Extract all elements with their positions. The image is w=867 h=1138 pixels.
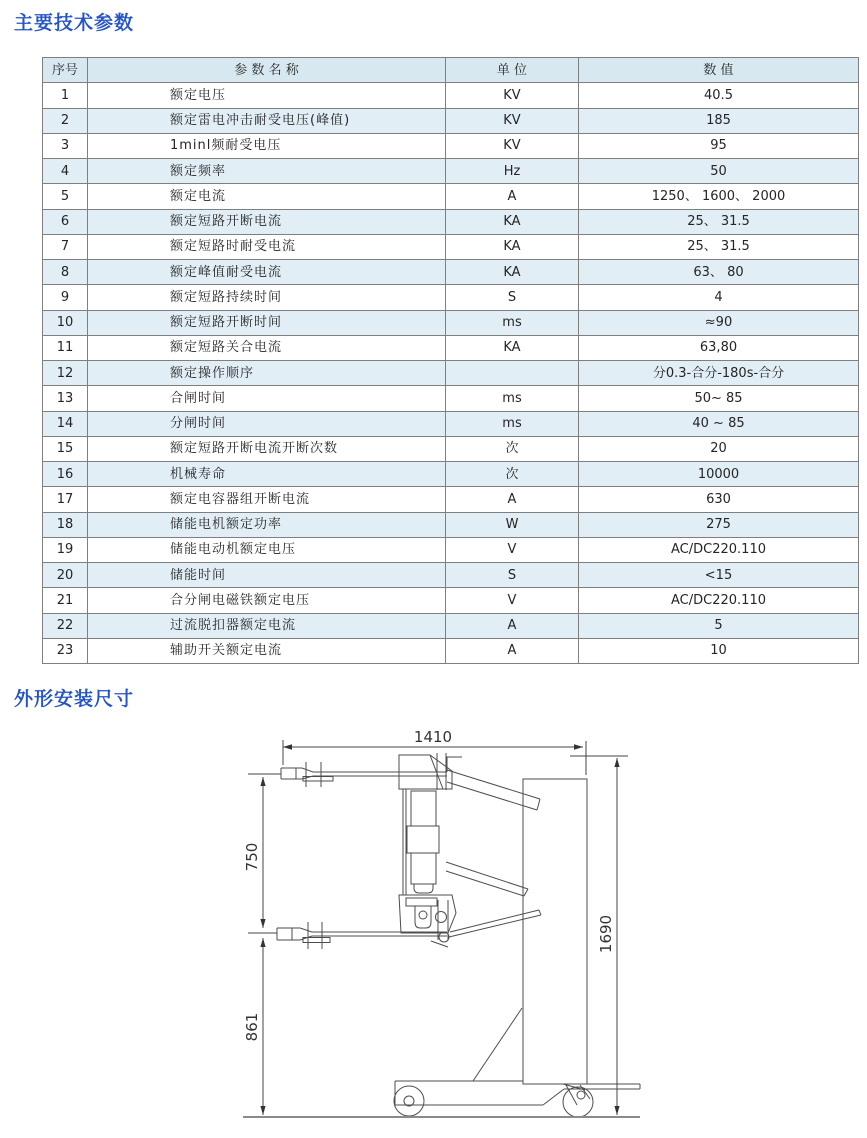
table-cell: 16 bbox=[43, 462, 88, 487]
table-cell: 50~ 85 bbox=[579, 386, 859, 411]
table-cell: 12 bbox=[43, 361, 88, 386]
table-cell: 22 bbox=[43, 613, 88, 638]
table-cell: 额定短路开断时间 bbox=[88, 310, 446, 335]
table-cell: 275 bbox=[579, 512, 859, 537]
table-cell: 40 ~ 85 bbox=[579, 411, 859, 436]
section-title-parameters: 主要技术参数 bbox=[14, 12, 135, 34]
table-cell: 5 bbox=[43, 184, 88, 209]
table-cell: ms bbox=[446, 386, 579, 411]
table-cell: 10 bbox=[43, 310, 88, 335]
table-cell: 过流脱扣器额定电流 bbox=[88, 613, 446, 638]
table-cell: 11 bbox=[43, 335, 88, 360]
table-cell: 2 bbox=[43, 108, 88, 133]
table-cell: 185 bbox=[579, 108, 859, 133]
table-cell: 19 bbox=[43, 537, 88, 562]
table-cell: 4 bbox=[43, 159, 88, 184]
table-cell: W bbox=[446, 512, 579, 537]
table-cell: 20 bbox=[579, 436, 859, 461]
section-title-dimensions: 外形安装尺寸 bbox=[14, 688, 135, 710]
table-cell: 15 bbox=[43, 436, 88, 461]
table-cell: 额定频率 bbox=[88, 159, 446, 184]
cabinet-body bbox=[523, 779, 587, 1084]
table-cell: 单 位 bbox=[446, 58, 579, 83]
table-cell: 25、 31.5 bbox=[579, 209, 859, 234]
table-cell: 10000 bbox=[579, 462, 859, 487]
table-cell: 额定短路时耐受电流 bbox=[88, 234, 446, 259]
table-cell: KA bbox=[446, 335, 579, 360]
table-cell: 机械寿命 bbox=[88, 462, 446, 487]
table-cell: 额定峰值耐受电流 bbox=[88, 260, 446, 285]
table-cell: KV bbox=[446, 83, 579, 108]
table-cell: 数 值 bbox=[579, 58, 859, 83]
table-cell: 额定电容器组开断电流 bbox=[88, 487, 446, 512]
table-cell: 储能时间 bbox=[88, 563, 446, 588]
lower-contact-arm bbox=[277, 900, 448, 949]
table-cell: A bbox=[446, 613, 579, 638]
table-cell: KA bbox=[446, 234, 579, 259]
table-cell: 23 bbox=[43, 638, 88, 663]
table-cell: 1minl频耐受电压 bbox=[88, 133, 446, 158]
table-cell: 18 bbox=[43, 512, 88, 537]
table-cell: 8 bbox=[43, 260, 88, 285]
table-cell: 额定电流 bbox=[88, 184, 446, 209]
table-cell: ≈90 bbox=[579, 310, 859, 335]
table-cell: 额定短路开断电流 bbox=[88, 209, 446, 234]
table-cell: 合闸时间 bbox=[88, 386, 446, 411]
dimension-lower-height bbox=[243, 938, 266, 1115]
table-cell: 额定电压 bbox=[88, 83, 446, 108]
table-cell: 1250、 1600、 2000 bbox=[579, 184, 859, 209]
table-cell: 63、 80 bbox=[579, 260, 859, 285]
table-cell: Hz bbox=[446, 159, 579, 184]
table-cell: 额定短路持续时间 bbox=[88, 285, 446, 310]
table-cell: 50 bbox=[579, 159, 859, 184]
dimension-total-label: 1690 bbox=[597, 914, 615, 954]
table-cell: 25、 31.5 bbox=[579, 234, 859, 259]
table-cell: 95 bbox=[579, 133, 859, 158]
table-cell: AC/DC220.110 bbox=[579, 537, 859, 562]
table-cell: 合分闸电磁铁额定电压 bbox=[88, 588, 446, 613]
table-cell: ms bbox=[446, 411, 579, 436]
table-cell: 20 bbox=[43, 563, 88, 588]
table-cell: 额定短路关合电流 bbox=[88, 335, 446, 360]
table-cell: A bbox=[446, 184, 579, 209]
table-cell: 10 bbox=[579, 638, 859, 663]
table-cell: 1 bbox=[43, 83, 88, 108]
table-cell: 3 bbox=[43, 133, 88, 158]
table-cell: KV bbox=[446, 133, 579, 158]
table-cell: KV bbox=[446, 108, 579, 133]
table-cell: V bbox=[446, 537, 579, 562]
table-cell: S bbox=[446, 563, 579, 588]
dimension-width-label: 1410 bbox=[413, 728, 453, 746]
table-cell: 9 bbox=[43, 285, 88, 310]
table-cell: 次 bbox=[446, 436, 579, 461]
table-cell: 额定短路开断电流开断次数 bbox=[88, 436, 446, 461]
table-cell: 4 bbox=[579, 285, 859, 310]
table-cell: 630 bbox=[579, 487, 859, 512]
trolley-base bbox=[394, 1008, 640, 1117]
table-cell: 分闸时间 bbox=[88, 411, 446, 436]
table-cell: ms bbox=[446, 310, 579, 335]
table-cell: AC/DC220.110 bbox=[579, 588, 859, 613]
table-cell: S bbox=[446, 285, 579, 310]
table-cell: 次 bbox=[446, 462, 579, 487]
table-cell: 额定操作顺序 bbox=[88, 361, 446, 386]
table-cell: 储能电机额定功率 bbox=[88, 512, 446, 537]
table-cell: 40.5 bbox=[579, 83, 859, 108]
table-cell: 储能电动机额定电压 bbox=[88, 537, 446, 562]
dimension-upper-label: 750 bbox=[243, 842, 261, 872]
table-cell: 7 bbox=[43, 234, 88, 259]
table-cell: 17 bbox=[43, 487, 88, 512]
table-cell: 辅助开关额定电流 bbox=[88, 638, 446, 663]
table-cell: KA bbox=[446, 209, 579, 234]
table-cell: 14 bbox=[43, 411, 88, 436]
table-cell: 分0.3-合分-180s-合分 bbox=[579, 361, 859, 386]
table-cell: 63,80 bbox=[579, 335, 859, 360]
table-cell: 13 bbox=[43, 386, 88, 411]
table-cell: A bbox=[446, 487, 579, 512]
table-cell: A bbox=[446, 638, 579, 663]
vacuum-bushing bbox=[403, 789, 439, 895]
table-cell: 21 bbox=[43, 588, 88, 613]
operating-mechanism bbox=[399, 895, 456, 942]
dimension-lower-label: 861 bbox=[243, 1012, 261, 1042]
table-cell: 6 bbox=[43, 209, 88, 234]
table-cell: 5 bbox=[579, 613, 859, 638]
table-cell: <15 bbox=[579, 563, 859, 588]
dimension-upper-height bbox=[243, 774, 281, 933]
dimension-total-height bbox=[570, 756, 628, 1115]
table-cell: 参 数 名 称 bbox=[88, 58, 446, 83]
table-cell: V bbox=[446, 588, 579, 613]
table-cell: 序号 bbox=[43, 58, 88, 83]
table-cell: 额定雷电冲击耐受电压(峰值) bbox=[88, 108, 446, 133]
table-cell: KA bbox=[446, 260, 579, 285]
